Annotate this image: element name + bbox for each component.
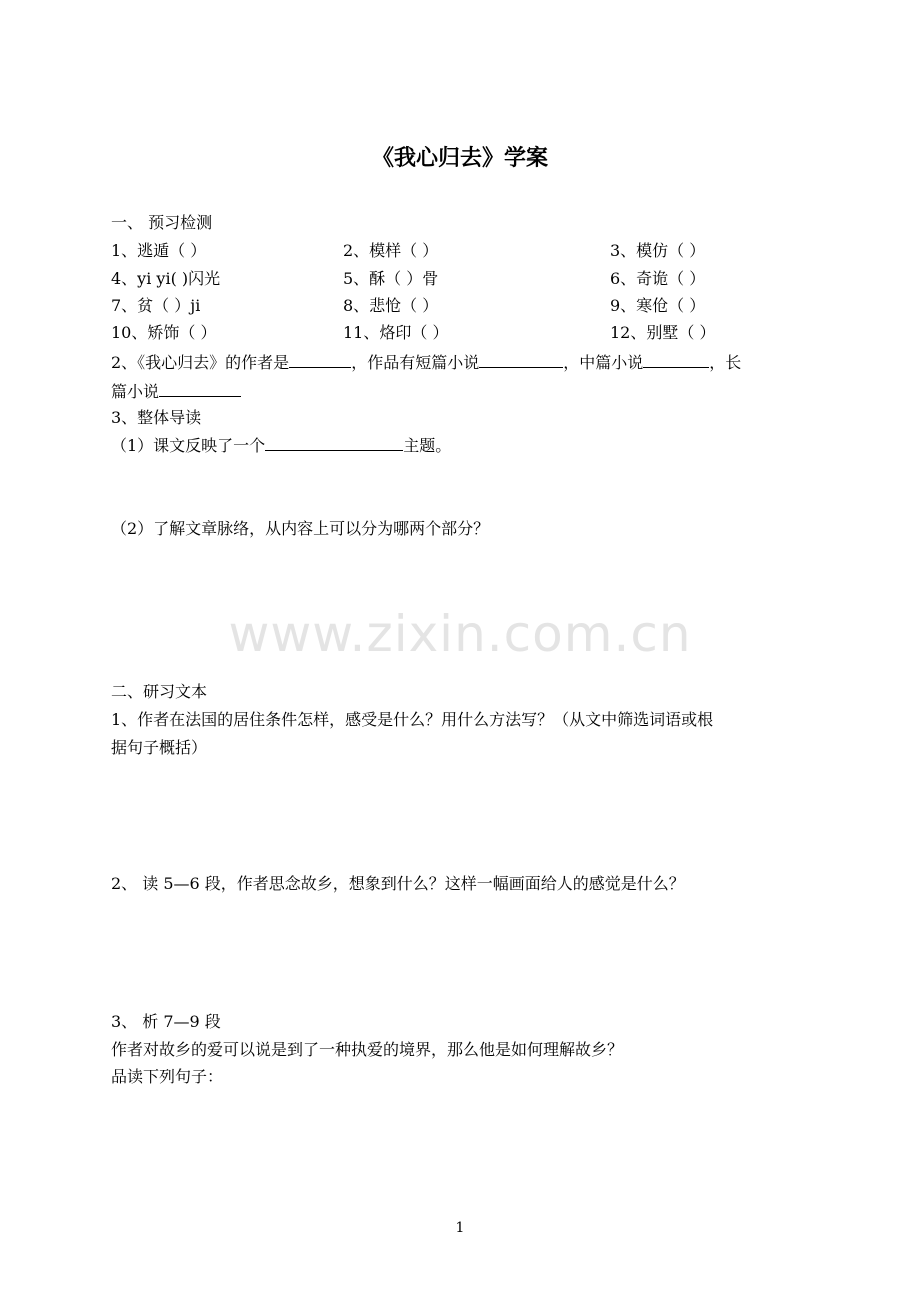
vocab-item-4: 4、yi yi( )闪光: [111, 269, 221, 288]
author-question-line1: [111, 352, 741, 373]
hometown-question: 作者对故乡的爱可以说是到了一种执爱的境界，那么他是如何理解故乡？: [111, 1040, 624, 1059]
theme-blank[interactable]: [265, 435, 403, 451]
vocab-item-6: 6、奇诡（ ）: [610, 269, 706, 288]
author-blank[interactable]: [289, 352, 351, 368]
author-question-line2: [111, 381, 241, 402]
author-question-text-3: ，中篇小说: [563, 353, 644, 372]
homesick-question: 2、 读 5—6 段，作者思念故乡，想象到什么？这样一幅画面给人的感觉是什么？: [111, 874, 685, 893]
novella-blank[interactable]: [643, 352, 709, 368]
watermark: www.zixin.com.cn: [228, 605, 692, 663]
analysis-heading: 3、 析 7—9 段: [111, 1012, 221, 1031]
vocab-item-8: 8、悲怆（ ）: [343, 296, 439, 315]
vocab-item-1: 1、逃遁（ ）: [111, 241, 207, 260]
theme-question-prefix: （1）课文反映了一个: [111, 436, 266, 455]
short-story-blank[interactable]: [479, 352, 563, 368]
vocab-item-11: 11、烙印（ ）: [343, 323, 449, 342]
vocab-item-9: 9、寒伧（ ）: [610, 296, 706, 315]
section2-heading: 二、研习文本: [111, 682, 208, 701]
theme-question: [111, 435, 451, 456]
vocab-item-7: 7、贫（ ）ji: [111, 296, 201, 315]
vocab-item-2: 2、模样（ ）: [343, 241, 439, 260]
novel-blank[interactable]: [159, 381, 241, 397]
living-question-line2: 据句子概括）: [111, 738, 208, 757]
vocab-item-3: 3、模仿（ ）: [610, 241, 706, 260]
page-title: 《我心归去》学案: [371, 145, 548, 171]
page-number: 1: [455, 1220, 465, 1236]
living-question-line1: 1、作者在法国的居住条件怎样，感受是什么？用什么方法写？（从文中筛选词语或根: [111, 710, 714, 729]
vocab-item-5: 5、酥（ ）骨: [343, 269, 439, 288]
structure-question: （2）了解文章脉络，从内容上可以分为哪两个部分？: [111, 519, 490, 538]
vocab-item-10: 10、矫饰（ ）: [111, 323, 217, 342]
theme-question-suffix: 主题。: [403, 436, 452, 455]
author-question-text-5: 篇小说: [111, 382, 160, 401]
author-question-text-1: 2、《我心归去》的作者是: [111, 353, 290, 372]
sentence-reading-prompt: 品读下列句子：: [111, 1067, 224, 1086]
author-question-text-4: ，长: [709, 353, 742, 372]
section1-heading: 一、 预习检测: [111, 213, 213, 232]
author-question-text-2: ，作品有短篇小说: [351, 353, 480, 372]
vocab-item-12: 12、别墅（ ）: [610, 323, 716, 342]
guide-heading: 3、整体导读: [111, 408, 202, 427]
